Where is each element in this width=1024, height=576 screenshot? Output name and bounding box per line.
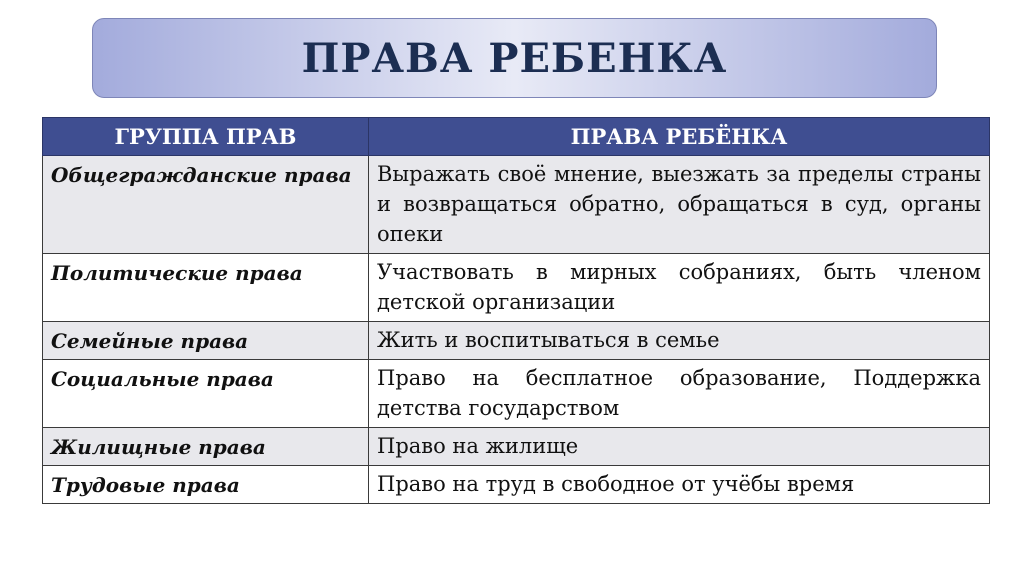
group-cell: Жилищные права (43, 428, 369, 466)
rights-cell: Право на труд в свободное от учёбы время (369, 466, 990, 504)
page-title: ПРАВА РЕБЕНКА (301, 34, 728, 82)
rights-cell: Право на бесплатное образование, Поддержка детства государством (369, 360, 990, 428)
table-row (43, 254, 990, 322)
column-header-rights: ПРАВА РЕБЁНКА (369, 118, 990, 156)
title-banner (92, 18, 937, 98)
rights-cell: Участвовать в мирных собраниях, быть членом детской организации (369, 254, 990, 322)
column-header-group: ГРУППА ПРАВ (43, 118, 369, 156)
group-cell: Социальные права (43, 360, 369, 428)
group-cell: Трудовые права (43, 466, 369, 504)
group-cell: Семейные права (43, 322, 369, 360)
rights-table (42, 117, 990, 504)
table-row (43, 360, 990, 428)
rights-cell: Жить и воспитываться в семье (369, 322, 990, 360)
table-row (43, 322, 990, 360)
table-row (43, 156, 990, 254)
rights-cell: Выражать своё мнение, выезжать за пределы страны и возвращаться обратно, обращаться в суд, органы опеки (369, 156, 990, 254)
group-cell: Общегражданские права (43, 156, 369, 254)
group-cell: Политические права (43, 254, 369, 322)
rights-cell: Право на жилище (369, 428, 990, 466)
table-row (43, 466, 990, 504)
table-header-row (43, 118, 990, 156)
table-row (43, 428, 990, 466)
